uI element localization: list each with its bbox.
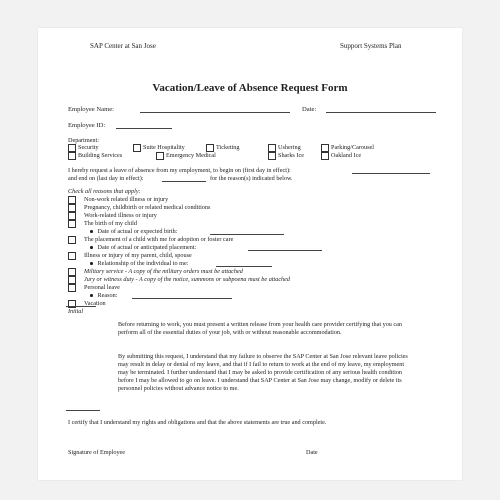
checkbox[interactable] [321,144,329,152]
placement-date-field[interactable] [248,250,322,251]
reason-work-related-illness[interactable]: Work-related illness or injury [68,212,157,220]
request-reason-text: for the reason(s) indicated below. [210,175,293,182]
department-label: Department: [68,137,99,144]
checkbox[interactable] [68,284,76,292]
personal-reason-field[interactable] [132,298,232,299]
checkbox[interactable] [68,276,76,284]
checkbox[interactable] [268,144,276,152]
dept-option-sharks-ice[interactable]: Sharks Ice [268,152,304,160]
birth-date-field[interactable] [210,234,284,235]
reason-birth-of-child[interactable]: The birth of my child [68,220,137,228]
checkbox[interactable] [68,152,76,160]
reasons-instruction: Check all reasons that apply: [68,188,141,195]
form-title: Vacation/Leave of Absence Request Form [152,82,348,94]
form-page [38,28,462,480]
signature-date-label: Date [306,449,318,456]
bullet-icon [90,262,93,265]
checkbox[interactable] [268,152,276,160]
dept-option-suite-hospitality[interactable]: Suite Hospitality [133,144,185,152]
header-plan: Support Systems Plan [340,42,402,50]
reason-vacation[interactable]: Vacation [68,300,106,308]
dept-option-building-services[interactable]: Building Services [68,152,122,160]
employee-id-field[interactable] [116,128,172,129]
reason-non-work-illness[interactable]: Non-work related illness or injury [68,196,168,204]
reason-pregnancy[interactable]: Pregnancy, childbirth or related medical conditions [68,204,210,212]
initial-field[interactable] [66,306,96,307]
dept-option-emergency-medical[interactable]: Emergency Medical [156,152,216,160]
bullet-icon [90,294,93,297]
checkbox[interactable] [156,152,164,160]
checkbox[interactable] [68,220,76,228]
employee-name-field[interactable] [140,112,290,113]
header-organization: SAP Center at San Jose [90,42,156,50]
checkbox[interactable] [68,144,76,152]
request-start-text: I hereby request a leave of absence from my employment, to begin on (first day in effect): [68,167,291,174]
reason-military-service[interactable]: Military service - A copy of the military orders must be attached [68,268,243,276]
placement-date-item: Date of actual or anticipated placement: [90,244,196,251]
dept-option-ushering[interactable]: Ushering [268,144,301,152]
employee-id-label: Employee ID: [68,122,106,129]
checkbox[interactable] [68,204,76,212]
date-field[interactable] [326,112,436,113]
checkbox[interactable] [68,212,76,220]
end-date-field[interactable] [162,181,206,182]
dept-option-ticketing[interactable]: Ticketing [206,144,240,152]
dept-option-security[interactable]: Security [68,144,99,152]
bullet-icon [90,246,93,249]
checkbox[interactable] [133,144,141,152]
relationship-item: Relationship of the individual to me: [90,260,188,267]
personal-reason-item: Reason: [90,292,117,299]
checkbox[interactable] [68,236,76,244]
birth-date-item: Date of actual or expected birth: [90,228,177,235]
request-end-text: and end on (last day in effect): [68,175,144,182]
dept-option-oakland-ice[interactable]: Oakland Ice [321,152,361,160]
certification-statement: I certify that I understand my rights and obligations and that the above statements are true and complete. [68,419,327,426]
dept-option-parking-carousel[interactable]: Parking/Carousel [321,144,374,152]
initial-field-2[interactable] [66,410,100,411]
reason-personal-leave[interactable]: Personal leave [68,284,120,292]
reason-family-illness[interactable]: Illness or injury of my parent, child, spouse [68,252,192,260]
signature-label: Signature of Employee [68,449,126,456]
checkbox[interactable] [321,152,329,160]
policy-acknowledgement-paragraph: By submitting this request, I understand that my failure to observe the SAP Center at San Jose relevant leave policies may result in delay or denial of my leave, and that if I fail to return to work at the end of my leave, my employment may be terminated. I further understand that I may be asked to provide certification of any serious health condition before I may be allowed to go on leave. I understand that SAP Center at San Jose may change, modify or delete its personnel policies without advance notice to me. [118,353,408,392]
employee-name-label: Employee Name: [68,106,114,113]
return-to-work-paragraph: Before returning to work, you must present a written release from your health care provider certifying that you can perform all of the essential duties of your job, with or without reasonable accommodation. [118,321,403,336]
reason-adoption-foster[interactable]: The placement of a child with me for adoption or foster care [68,236,233,244]
relationship-field[interactable] [216,266,272,267]
date-label: Date: [302,106,317,113]
bullet-icon [90,230,93,233]
checkbox[interactable] [68,268,76,276]
reason-jury-duty[interactable]: Jury or witness duty - A copy of the notice, summons or subpoena must be attached [68,276,290,284]
checkbox[interactable] [206,144,214,152]
start-date-field[interactable] [352,173,430,174]
checkbox[interactable] [68,196,76,204]
initial-label: Initial [68,308,84,315]
checkbox[interactable] [68,252,76,260]
